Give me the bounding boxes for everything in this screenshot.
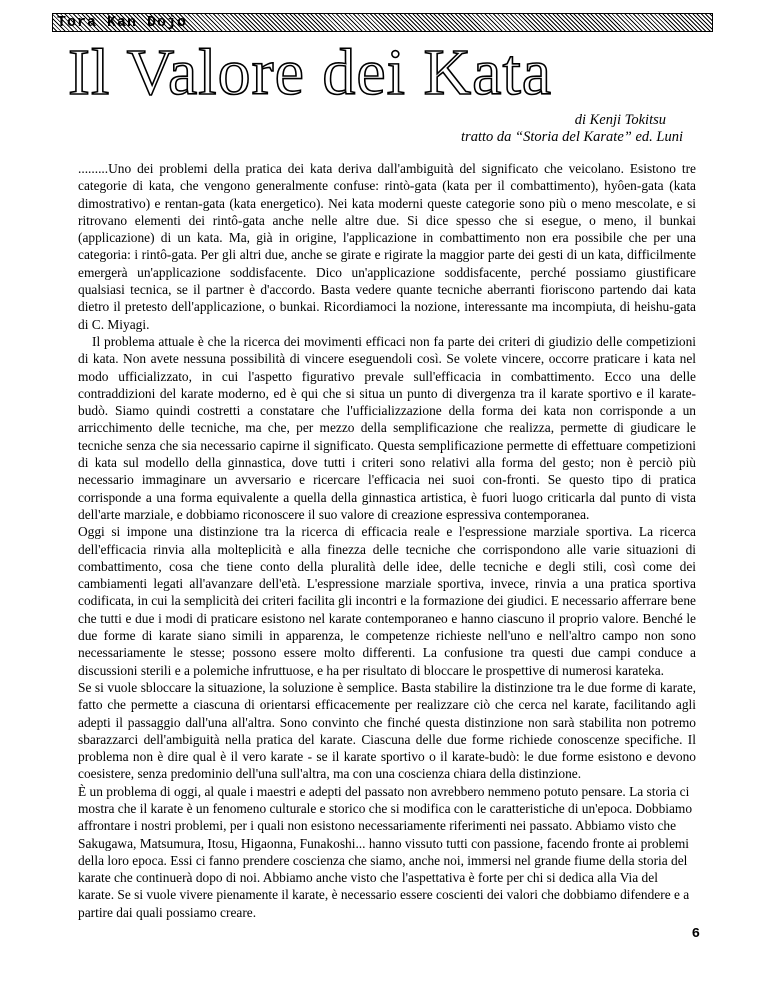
paragraph-3: Oggi si impone una distinzione tra la ricerca di efficacia reale e l'espressione marziale sportiva. La ricerca dell'efficacia rinvia alla molteplicità e alla finezza delle tecniche che corrispondono alle varie situazioni di combattimento, cosa che tiene conto della pluralità delle idee, delle tecniche e degli stili, così come dei cambiamenti legati all'avanzare dell'età. L'espressione marziale sportiva, invece, rinvia a una pratica sportiva codificata, in cui la semplicità dei criteri facilita gli incontri e la formazione dei giudici. E necessario afferrare bene che tutti e due i modi di praticare esistono nel karate contemporaneo e hanno ciascuno il proprio valore. Benché le due forme di karate siano simili in apparenza, le competenze richieste nell'uno e nell'altro campo non sono necessariamente le stesse; possono essere molto differenti. La confusione tra questi due campi conduce a discussioni sterili e a polemiche infruttuose, e ha per risultato di bloccare le prospettive di numerosi karateka. xyxy=(78,524,696,678)
paragraph-4: Se si vuole sbloccare la situazione, la soluzione è semplice. Basta stabilire la distinzione tra le due forme di karate, fatto che permette a ciascuna di orientarsi efficacemente per realizzare ciò che cerca nel karate, facilitando agli adepti il passaggio dall'una all'altra. Sono convinto che finché questa distinzione non sarà stabilita non potremo sbarazzarci dell'ambiguità nella pratica del karate. Ciascuna delle due forme richiede conoscenze specifiche. Il problema non è dire qual è il vero karate - se il karate sportivo o il karate-budò: le due forme esistono e devono coesistere, senza predominio dell'una sull'altra, ma con una coscienza chiara della distinzione. xyxy=(78,679,696,782)
header-banner xyxy=(52,13,713,32)
article-title: Il Valore dei Kata xyxy=(68,36,553,109)
paragraph-2: Il problema attuale è che la ricerca dei movimenti efficaci non fa parte dei criteri di giudizio delle competizioni di kata. Non avete nessuna possibilità di vincere eseguendoli così. Se volete vincere, occorre praticare i kata nel modo ufficializzato, in cui l'aspetto figurativo prevale sull'efficacia in combattimento. Ecco una delle contraddizioni del karate moderno, ed è qui che si situa un punto di divergenza tra il karate sportivo e il karate-budò. Siamo quindi costretti a constatare che l'ufficializzazione della forma dei kata non corrisponde a un arricchimento delle tecniche, ma che, per mezzo della semplificazione che realizza, permette di giudicare le tecniche senza che sia necessario capirne il significato. Questa semplificazione permette di effettuare competizioni di kata sul modello della ginnastica, dove tutti i criteri sono relativi alla forma del gesto; non è perciò più necessario immaginare un avversario e ricercare l'efficacia nei suoi con-fronti. Se questo tipo di pratica corrisponde a una forma equivalente a quella della ginnastica artistica, è fuori luogo criticarla dal punto di vista dell'arte marziale, e dobbiamo riconoscere il suo valore di creazione espressiva contemporanea. xyxy=(78,333,696,522)
paragraph-5: È un problema di oggi, al quale i maestri e adepti del passato non avrebbero nemmeno potuto pensare. La storia ci mostra che il karate è un fenomeno culturale e storico che si modifica con le caratteristiche di un'epoca. Dobbiamo affrontare i nostri problemi, per i quali non esistono necessariamente riferimenti nei passato. Abbiamo visto che Sakugawa, Matsumura, Itosu, Higaonna, Funakoshi... hanno vissuto tutti con passione, facendo fronte ai problemi della loro epoca. Essi ci fanno prendere coscienza che siamo, anche noi, immersi nel grande fiume della storia del karate che continuerà dopo di noi. Abbiamo anche visto che l'aspettativa è forte per chi si dedica alla Via del karate. Se si vuole vivere pienamente il karate, è necessario essere coscienti dei valori che dobbiamo difendere e a partire dai quali possiamo creare. xyxy=(78,783,693,920)
dojo-name: Tora Kan Dojo xyxy=(57,14,188,31)
author-line: di Kenji Tokitsu xyxy=(574,112,666,128)
article-body xyxy=(78,160,696,921)
page-number: 6 xyxy=(691,926,700,942)
paragraph-1: .........Uno dei problemi della pratica dei kata deriva dall'ambiguità del significato che veicolano. Esistono tre categorie di kata, che vengono generalmente confuse: rintò-gata (kata per il combattimento), hyôen-gata (kata dimostrativo) e rentan-gata (kata energetico). Nei kata moderni queste categorie sono più o meno mescolate, e si ritrovano elementi dei rintô-gata anche nelle altre due. Si dice spesso che si esegue, o meno, il bunkai (applicazione) di un kata. Ma, già in origine, l'applicazione in combattimento non era possibile che per una categoria: i rintô-gata. Per gli altri due, anche se girate e rigirate la maggior parte dei gesti di un kata, difficilmente emergerà un'applicazione soddisfacente. Dico un'applicazione soddisfacente, perché possiamo giustificare qualsiasi tecnica, se il partner è d'accordo. Basta vedere quante tecniche aberranti fioriscono partendo dai kata dietro il pretesto dell'applicazione, o bunkai. Ricordiamoci la nozione, interessante ma incompiuta, di heishu-gata di C. Miyagi. xyxy=(78,161,696,332)
source-line: tratto da “Storia del Karate” ed. Luni xyxy=(461,129,683,145)
